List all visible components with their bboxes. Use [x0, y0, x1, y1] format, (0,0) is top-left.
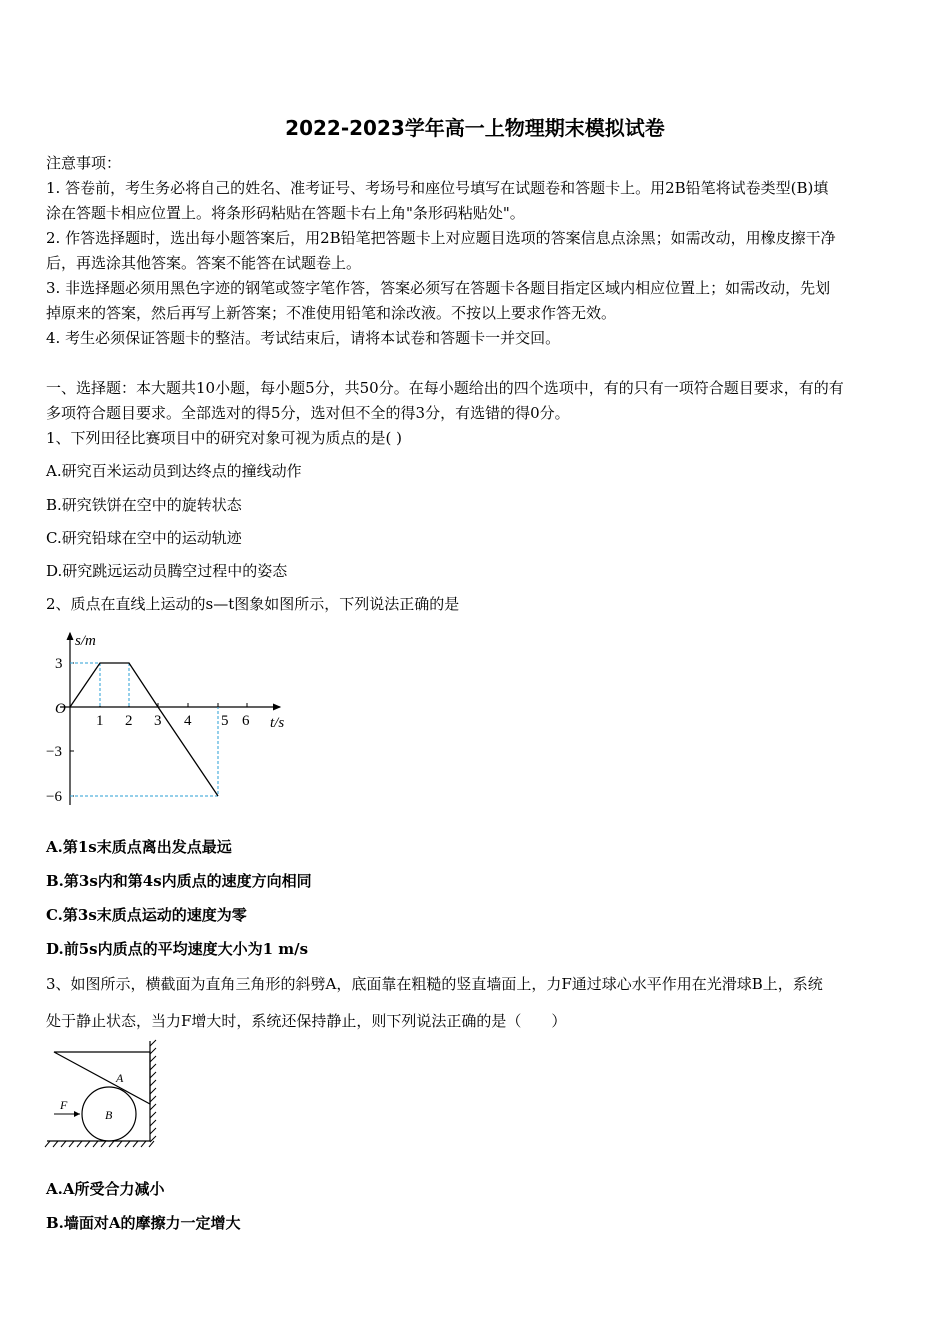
- exam-title: 2022-2023学年高一上物理期末模拟试卷: [285, 116, 665, 140]
- x-tick-label: 4: [184, 713, 192, 729]
- q2-stem: 2、质点在直线上运动的s—t图象如图所示，下列说法正确的是: [46, 595, 460, 613]
- q1-option-b: B.研究铁饼在空中的旋转状态: [46, 496, 242, 514]
- y-tick-label: −6: [46, 789, 62, 805]
- q3-wedge-ball-figure: [44, 1038, 159, 1153]
- wall-hatching: [150, 1040, 156, 1142]
- x-tick-label: 5: [221, 713, 229, 729]
- q2-option-c: C.第3s末质点运动的速度为零: [46, 906, 247, 924]
- x-tick-label: 3: [154, 713, 162, 729]
- guide-line: [70, 707, 218, 796]
- q3-option-b: B.墙面对A的摩擦力一定增大: [46, 1214, 241, 1232]
- origin-label: O: [55, 701, 66, 717]
- wedge-a: [54, 1052, 150, 1104]
- notice-line: 4. 考生必须保证答题卡的整洁。考试结束后，请将本试卷和答题卡一并交回。: [46, 329, 561, 347]
- y-axis-label: s/m: [75, 633, 96, 649]
- label-f: F: [60, 1098, 68, 1112]
- label-a: A: [116, 1071, 124, 1085]
- x-axis-label: t/s: [270, 715, 285, 731]
- notice-line: 2. 作答选择题时，选出每小题答案后，用2B铅笔把答题卡上对应题目选项的答案信息点涂黑；如需改动，用橡皮擦干净: [46, 229, 836, 247]
- y-tick-label: −3: [46, 744, 62, 760]
- q1-stem: 1、下列田径比赛项目中的研究对象可视为质点的是( ): [46, 429, 403, 447]
- label-b: B: [105, 1108, 113, 1122]
- force-f-arrowhead: [74, 1111, 80, 1117]
- q1-option-c: C.研究铅球在空中的运动轨迹: [46, 529, 242, 547]
- q2-option-a: A.第1s末质点离出发点最远: [46, 838, 232, 856]
- section-intro: 一、选择题：本大题共10小题，每小题5分，共50分。在每小题给出的四个选项中，有的只有一项符合题目要求，有的有: [46, 379, 844, 397]
- notice-heading: 注意事项：: [46, 154, 122, 172]
- q2-st-graph: [40, 625, 300, 815]
- x-tick-label: 6: [242, 713, 250, 729]
- ground-hatching: [45, 1141, 154, 1147]
- section-intro: 多项符合题目要求。全部选对的得5分，选对但不全的得3分，有选错的得0分。: [46, 404, 570, 422]
- q1-option-a: A.研究百米运动员到达终点的撞线动作: [46, 462, 302, 480]
- q2-option-b: B.第3s内和第4s内质点的速度方向相同: [46, 872, 312, 890]
- notice-line: 掉原来的答案，然后再写上新答案；不准使用铅笔和涂改液。不按以上要求作答无效。: [46, 304, 617, 322]
- x-tick-label: 2: [125, 713, 133, 729]
- q2-option-d: D.前5s内质点的平均速度大小为1 m/s: [46, 940, 309, 958]
- q3-stem: 处于静止状态，当力F增大时，系统还保持静止，则下列说法正确的是（ ）: [46, 1012, 567, 1030]
- notice-line: 1. 答卷前，考生务必将自己的姓名、准考证号、考场号和座位号填写在试题卷和答题卡上。用2B铅笔将试卷类型(B)填: [46, 179, 829, 197]
- x-tick-label: 1: [96, 713, 104, 729]
- q1-option-d: D.研究跳远运动员腾空过程中的姿态: [46, 562, 288, 580]
- st-curve: [70, 663, 218, 796]
- notice-line: 3. 非选择题必须用黑色字迹的钢笔或签字笔作答，答案必须写在答题卡各题目指定区域内相应位置上；如需改动，先划: [46, 279, 831, 297]
- q3-option-a: A.A所受合力减小: [46, 1180, 165, 1198]
- q3-stem: 3、如图所示，横截面为直角三角形的斜劈A，底面靠在粗糙的竖直墙面上，力F通过球心水平作用在光滑球B上，系统: [46, 975, 823, 993]
- notice-line: 涂在答题卡相应位置上。将条形码粘贴在答题卡右上角"条形码粘贴处"。: [46, 204, 525, 222]
- notice-line: 后，再选涂其他答案。答案不能答在试题卷上。: [46, 254, 362, 272]
- y-tick-label: 3: [55, 656, 63, 672]
